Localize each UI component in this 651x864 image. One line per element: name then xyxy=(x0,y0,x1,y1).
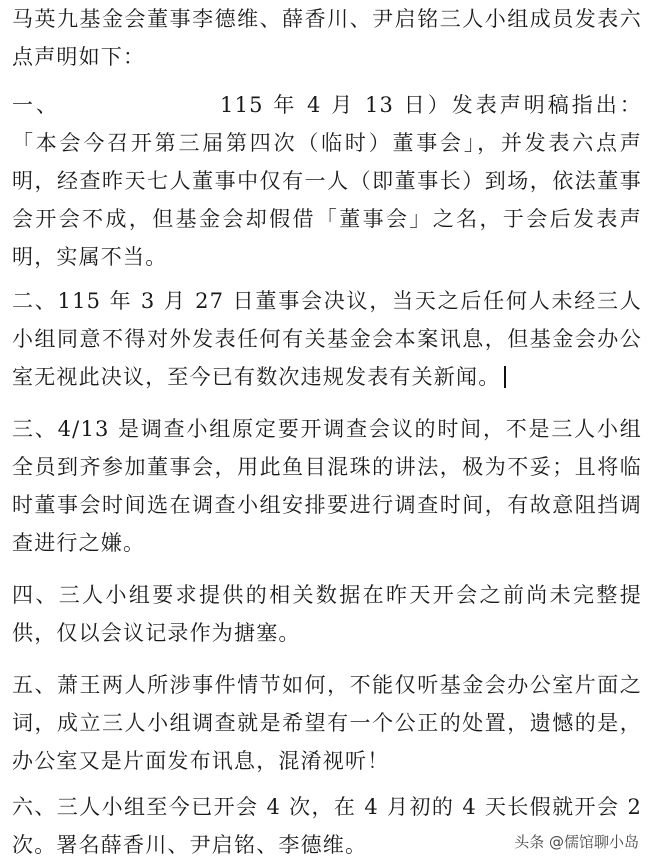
point-2-text: 二、115 年 3 月 27 日董事会决议，当天之后任何人未经三人小组同意不得对外发表任何有关基金会本案讯息，但基金会办公室无视此决议，至今已有数次违规发表有关新闻。 xyxy=(12,289,642,389)
statement-point-1 xyxy=(12,86,642,276)
point-5-text: 五、萧王两人所涉事件情节如何，不能仅听基金会办公室片面之词，成立三人小组调查就是希望有一个公正的处置，遗憾的是，办公室又是片面发布讯息，混淆视听！ xyxy=(12,673,642,773)
point-3-text: 三、4/13 是调查小组原定要开调查会议的时间，不是三人小组全员到齐参加董事会，用此鱼目混珠的讲法，极为不妥；且将临时董事会时间选在调查小组安排要进行调查时间，有故意阻挡调查进行之嫌。 xyxy=(12,417,642,555)
point-1-prefix: 一、 xyxy=(12,93,61,117)
statement-intro: 马英九基金会董事李德维、薛香川、尹启铭三人小组成员发表六点声明如下： xyxy=(12,7,642,69)
source-watermark: 头条 @儒馆聊小岛 xyxy=(514,833,639,851)
statement-point-4 xyxy=(12,576,642,652)
point-4-text: 四、三人小组要求提供的相关数据在昨天开会之前尚未完整提供，仅以会议记录作为搪塞。 xyxy=(12,583,642,645)
statement-point-6 xyxy=(12,788,642,864)
point-6-text: 六、三人小组至今已开会 4 次，在 4 月初的 4 天长假就开会 2 次。署名薛香川、尹启铭、李德维。 xyxy=(12,795,642,857)
statement-point-2 xyxy=(12,282,642,396)
statement-point-3 xyxy=(12,410,642,562)
point-1-text: 115 年 4 月 13 日）发表声明稿指出：「本会今召开第三届第四次（临时）董事会」，并发表六点声明，经查昨天七人董事中仅有一人（即董事长）到场，依法董事会开会不成，但基金会却假借「董事会」之名，于会后发表声明，实属不当。 xyxy=(12,93,643,269)
statement-point-5 xyxy=(12,666,642,780)
document-body xyxy=(12,0,642,864)
redacted-region xyxy=(60,95,220,115)
text-cursor xyxy=(504,366,506,388)
